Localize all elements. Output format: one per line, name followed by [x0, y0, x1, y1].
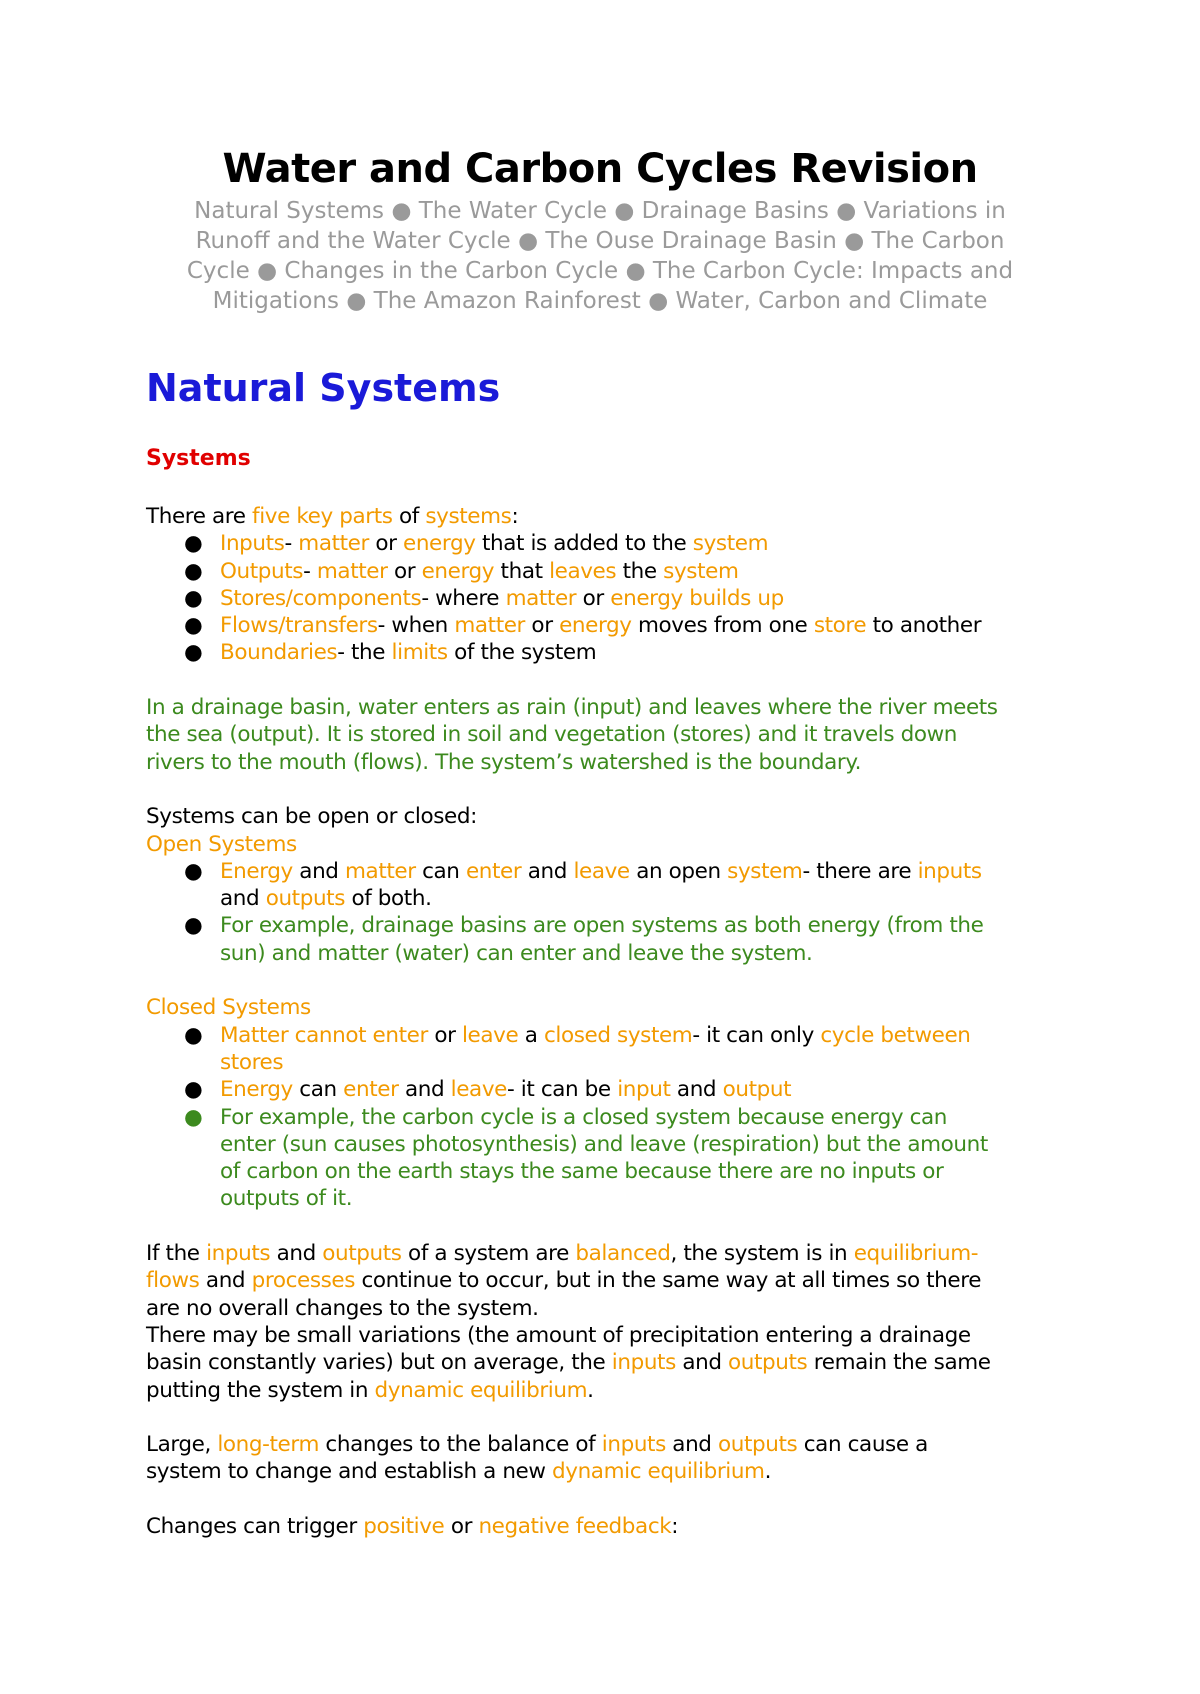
closed-systems-heading: Closed Systems: [146, 995, 311, 1021]
feedback-paragraph: Changes can trigger positive or negative feedback:: [146, 1513, 679, 1539]
topics-line: Natural Systems ● The Water Cycle ● Drainage Basins ● Variations in: [194, 198, 1006, 224]
list-item: ● For example, drainage basins are open systems as both energy (from the sun) and matter (water) can enter and leave the system.: [184, 913, 984, 966]
document-title: Water and Carbon Cycles Revision: [222, 146, 978, 192]
open-systems-list: [146, 858, 1076, 967]
open-systems-heading: Open Systems: [146, 831, 297, 857]
long-term-paragraph: Large, long-term changes to the balance of inputs and outputs can cause a system to change and establish a new dynamic equilibrium.: [146, 1432, 928, 1485]
topics-line: Cycle ● Changes in the Carbon Cycle ● The Carbon Cycle: Impacts and: [186, 258, 1014, 284]
example-paragraph: In a drainage basin, water enters as rain (input) and leaves where the river meets the sea (output). It is stored in soil and vegetation (stores) and it travels down rivers to the mouth (flows). The system’s watershed is the boundary.: [146, 695, 998, 775]
list-item: ● Flows/transfers- when matter or energy moves from one store to another: [184, 613, 982, 639]
list-item: ● For example, the carbon cycle is a closed system because energy can enter (sun causes photosynthesis) and leave (respiration) but the amount of carbon on the earth stays the same because there are no inputs or outputs of it.: [184, 1104, 988, 1212]
list-item: ● Stores/components- where matter or energy builds up: [184, 585, 784, 611]
subsection-heading: Systems: [146, 446, 251, 471]
list-item: ● Energy and matter can enter and leave an open system- there are inputs and outputs of both.: [184, 858, 982, 912]
key-parts-list: [146, 530, 1076, 666]
list-item: ● Outputs- matter or energy that leaves the system: [184, 558, 739, 584]
open-closed-intro: Systems can be open or closed:: [146, 804, 477, 830]
paragraph-intro: There are five key parts of systems:: [146, 504, 519, 529]
body-text: [146, 503, 1076, 1540]
list-item: ● Energy can enter and leave- it can be input and output: [184, 1077, 792, 1103]
equilibrium-paragraph: If the inputs and outputs of a system are balanced, the system is in equilibrium- flows and processes continue to occur, but in the same way at all times so there are no overall changes to the system. There may be small variations (the amount of precipitation entering a drainage basin constantly varies) but on average, the inputs and outputs remain the same putting the system in dynamic equilibrium.: [146, 1241, 991, 1403]
topics-line: Runoff and the Water Cycle ● The Ouse Drainage Basin ● The Carbon: [195, 228, 1005, 254]
list-item: ● Boundaries- the limits of the system: [184, 640, 597, 666]
list-item: ● Matter cannot enter or leave a closed system- it can only cycle between stores: [184, 1022, 971, 1075]
closed-systems-list: [146, 1022, 1076, 1213]
list-item: ● Inputs- matter or energy that is added to the system: [184, 531, 769, 557]
topics-line: Mitigations ● The Amazon Rainforest ● Water, Carbon and Climate: [212, 288, 988, 314]
topics-subtitle: [170, 196, 1030, 316]
section-heading: Natural Systems: [146, 366, 501, 410]
